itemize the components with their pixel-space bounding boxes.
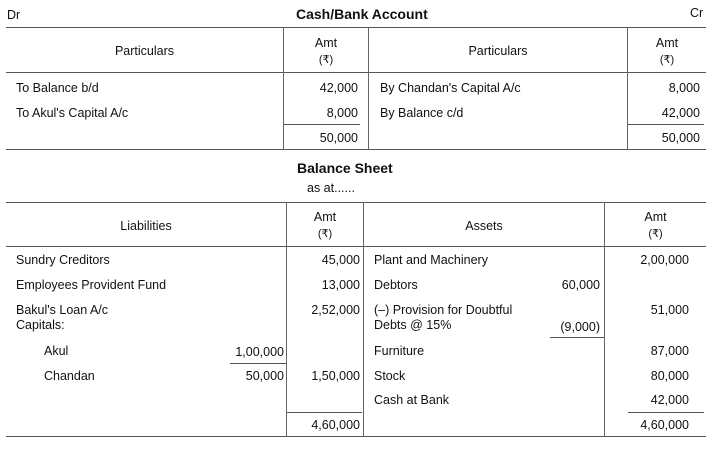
liab-amt: 2,52,000	[311, 303, 360, 317]
asset-amt: 42,000	[650, 393, 689, 407]
asset-label: Stock	[374, 369, 406, 383]
cash-row-label: By Balance c/d	[380, 106, 464, 120]
asset-label: Cash at Bank	[374, 393, 450, 407]
bs-liab-total-rule-top	[286, 412, 362, 413]
cash-row-amt: 42,000	[661, 106, 700, 120]
cash-col-amt-left: Amt	[314, 36, 338, 50]
asset-total: 4,60,000	[640, 418, 689, 432]
cash-header-rule	[6, 72, 706, 73]
asset-amt: 87,000	[650, 344, 689, 358]
cash-left-total-rule-top	[284, 124, 360, 125]
liab-label: Bakul's Loan A/c	[16, 303, 109, 317]
bs-divider	[363, 202, 364, 436]
cash-right-total: 50,000	[661, 131, 700, 145]
cr-label: Cr	[690, 6, 704, 20]
asset-inner-amt: (9,000)	[560, 320, 600, 334]
liab-label: Capitals:	[16, 318, 65, 332]
asset-inner-amt: 60,000	[561, 278, 600, 292]
bs-bottom-rule	[6, 436, 706, 437]
asset-amt: 2,00,000	[640, 253, 689, 267]
liab-amt: 45,000	[321, 253, 360, 267]
cash-row-amt: 42,000	[319, 81, 358, 95]
liab-label: Sundry Creditors	[16, 253, 110, 267]
liab-inner-amt: 1,00,000	[235, 345, 284, 359]
bs-col-liabilities: Liabilities	[120, 219, 172, 233]
bs-col-currency-left: (₹)	[317, 228, 333, 240]
asset-label: Debts @ 15%	[374, 318, 452, 332]
cash-col-particulars-left: Particulars	[114, 44, 175, 58]
cash-col-currency-right: (₹)	[659, 54, 675, 66]
asset-label: (–) Provision for Doubtful	[374, 303, 513, 317]
cash-right-total-rule-top	[628, 124, 704, 125]
bs-asset-total-rule-top	[628, 412, 704, 413]
balance-sheet-title: Balance Sheet	[297, 160, 393, 176]
cash-col-currency-left: (₹)	[318, 54, 334, 66]
cash-bottom-rule	[6, 149, 706, 150]
cash-row-amt: 8,000	[668, 81, 700, 95]
bs-col-currency-right: (₹)	[648, 228, 663, 240]
asset-amt: 51,000	[650, 303, 689, 317]
liab-total: 4,60,000	[311, 418, 360, 432]
liab-inner-amt: 50,000	[245, 369, 284, 383]
bs-col-assets: Assets	[465, 219, 503, 233]
cash-row-amt: 8,000	[326, 106, 358, 120]
liab-inner-rule	[230, 363, 286, 364]
bs-top-rule	[6, 202, 706, 203]
liab-amt: 1,50,000	[311, 369, 360, 383]
asset-inner-rule	[550, 337, 604, 338]
bs-header-rule	[6, 246, 706, 247]
liab-amt: 13,000	[321, 278, 360, 292]
asset-label: Debtors	[374, 278, 418, 292]
cash-top-rule	[6, 27, 706, 28]
cash-account-title: Cash/Bank Account	[296, 6, 428, 22]
bs-col-amt-right: Amt	[644, 210, 667, 224]
cash-row-label: By Chandan's Capital A/c	[380, 81, 521, 95]
dr-label: Dr	[7, 8, 21, 22]
asset-label: Plant and Machinery	[374, 253, 488, 267]
cash-row-label: To Akul's Capital A/c	[16, 106, 129, 120]
cash-col-particulars-right: Particulars	[468, 44, 528, 58]
cash-col-amt-right: Amt	[655, 36, 679, 50]
liab-label: Chandan	[44, 369, 95, 383]
bs-col-amt-left: Amt	[313, 210, 337, 224]
asset-label: Furniture	[374, 344, 425, 358]
cash-row-label: To Balance b/d	[16, 81, 99, 95]
cash-left-total: 50,000	[319, 131, 358, 145]
liab-label: Employees Provident Fund	[16, 278, 167, 292]
liab-label: Akul	[44, 344, 69, 358]
balance-sheet-subtitle: as at......	[307, 181, 355, 195]
asset-amt: 80,000	[650, 369, 689, 383]
